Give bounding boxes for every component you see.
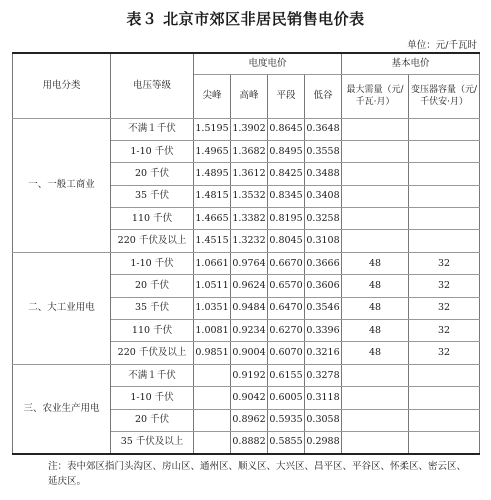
max-demand-price xyxy=(342,387,409,409)
unit-label: 单位：元/千瓦时 xyxy=(407,40,477,51)
price-table xyxy=(12,52,480,455)
valley-price: 0.2988 xyxy=(305,431,342,453)
capacity-price: 32 xyxy=(409,252,480,274)
peak-price: 0.9004 xyxy=(231,342,268,364)
valley-price: 0.3648 xyxy=(305,118,342,140)
valley-price: 0.3108 xyxy=(305,230,342,252)
capacity-price xyxy=(409,118,480,140)
sharp-peak-price: 1.4665 xyxy=(194,208,231,230)
max-demand-price xyxy=(342,140,409,162)
flat-price: 0.8345 xyxy=(268,185,305,207)
voltage-cell: 35 千伏及以上 xyxy=(111,431,194,453)
voltage-cell: 不满１千伏 xyxy=(111,118,194,140)
peak-price: 0.9192 xyxy=(231,364,268,386)
valley-price: 0.3606 xyxy=(305,275,342,297)
valley-price: 0.3118 xyxy=(305,387,342,409)
valley-price: 0.3558 xyxy=(305,140,342,162)
capacity-price xyxy=(409,230,480,252)
valley-price: 0.3258 xyxy=(305,208,342,230)
voltage-cell: 1-10 千伏 xyxy=(111,252,194,274)
valley-price: 0.3666 xyxy=(305,252,342,274)
header-voltage: 电压等级 xyxy=(111,53,194,118)
capacity-price: 32 xyxy=(409,342,480,364)
category-cell: 三、农业生产用电 xyxy=(13,364,111,454)
max-demand-price xyxy=(342,431,409,453)
peak-price: 1.3232 xyxy=(231,230,268,252)
capacity-price xyxy=(409,185,480,207)
peak-price: 1.3612 xyxy=(231,163,268,185)
sharp-peak-price xyxy=(194,431,231,453)
voltage-cell: 110 千伏 xyxy=(111,208,194,230)
valley-price: 0.3278 xyxy=(305,364,342,386)
capacity-price xyxy=(409,387,480,409)
flat-price: 0.6670 xyxy=(268,252,305,274)
valley-price: 0.3408 xyxy=(305,185,342,207)
flat-price: 0.6570 xyxy=(268,275,305,297)
voltage-cell: 35 千伏 xyxy=(111,185,194,207)
flat-price: 0.6005 xyxy=(268,387,305,409)
header-valley: 低谷 xyxy=(305,74,342,118)
voltage-cell: 1-10 千伏 xyxy=(111,387,194,409)
page-title: 表３ 北京市郊区非居民销售电价表 xyxy=(126,10,365,28)
peak-price: 0.8962 xyxy=(231,409,268,431)
flat-price: 0.8425 xyxy=(268,163,305,185)
capacity-price xyxy=(409,140,480,162)
capacity-price: 32 xyxy=(409,297,480,319)
flat-price: 0.5935 xyxy=(268,409,305,431)
header-category: 用电分类 xyxy=(13,53,111,118)
sharp-peak-price: 1.0511 xyxy=(194,275,231,297)
sharp-peak-price: 1.4965 xyxy=(194,140,231,162)
capacity-price: 32 xyxy=(409,275,480,297)
table-row xyxy=(13,252,480,274)
capacity-price xyxy=(409,163,480,185)
max-demand-price: 48 xyxy=(342,252,409,274)
flat-price: 0.6270 xyxy=(268,320,305,342)
max-demand-price xyxy=(342,208,409,230)
valley-price: 0.3396 xyxy=(305,320,342,342)
max-demand-price: 48 xyxy=(342,342,409,364)
max-demand-price xyxy=(342,185,409,207)
sharp-peak-price: 1.0081 xyxy=(194,320,231,342)
voltage-cell: 不满１千伏 xyxy=(111,364,194,386)
sharp-peak-price: 1.4515 xyxy=(194,230,231,252)
peak-price: 1.3902 xyxy=(231,118,268,140)
sharp-peak-price: 1.0351 xyxy=(194,297,231,319)
max-demand-price: 48 xyxy=(342,320,409,342)
sharp-peak-price: 1.5195 xyxy=(194,118,231,140)
flat-price: 0.8645 xyxy=(268,118,305,140)
voltage-cell: 20 千伏 xyxy=(111,409,194,431)
sharp-peak-price: 1.4895 xyxy=(194,163,231,185)
capacity-price xyxy=(409,431,480,453)
peak-price: 1.3682 xyxy=(231,140,268,162)
capacity-price xyxy=(409,364,480,386)
peak-price: 0.9764 xyxy=(231,252,268,274)
max-demand-price xyxy=(342,230,409,252)
header-sharp-peak: 尖峰 xyxy=(194,74,231,118)
peak-price: 0.8882 xyxy=(231,431,268,453)
voltage-cell: 220 千伏及以上 xyxy=(111,230,194,252)
peak-price: 0.9624 xyxy=(231,275,268,297)
max-demand-price xyxy=(342,364,409,386)
voltage-cell: 110 千伏 xyxy=(111,320,194,342)
header-energy-price: 电度电价 xyxy=(194,53,342,74)
capacity-price xyxy=(409,409,480,431)
category-cell: 二、大工业用电 xyxy=(13,252,111,364)
flat-price: 0.8495 xyxy=(268,140,305,162)
voltage-cell: 20 千伏 xyxy=(111,275,194,297)
peak-price: 1.3382 xyxy=(231,208,268,230)
sharp-peak-price xyxy=(194,387,231,409)
max-demand-price xyxy=(342,409,409,431)
voltage-cell: 20 千伏 xyxy=(111,163,194,185)
flat-price: 0.6155 xyxy=(268,364,305,386)
footnote: 注：表中郊区指门头沟区、房山区、通州区、顺义区、大兴区、昌平区、平谷区、怀柔区、密云区、延庆区。 xyxy=(48,461,467,487)
table-row xyxy=(13,118,480,140)
header-basic-price: 基本电价 xyxy=(342,53,480,74)
header-peak: 高峰 xyxy=(231,74,268,118)
voltage-cell: 1-10 千伏 xyxy=(111,140,194,162)
flat-price: 0.6070 xyxy=(268,342,305,364)
flat-price: 0.5855 xyxy=(268,431,305,453)
flat-price: 0.8195 xyxy=(268,208,305,230)
voltage-cell: 35 千伏 xyxy=(111,297,194,319)
capacity-price: 32 xyxy=(409,320,480,342)
flat-price: 0.8045 xyxy=(268,230,305,252)
valley-price: 0.3488 xyxy=(305,163,342,185)
voltage-cell: 220 千伏及以上 xyxy=(111,342,194,364)
header-transformer-capacity: 变压器容量（元/千伏安·月） xyxy=(409,74,480,118)
peak-price: 0.9234 xyxy=(231,320,268,342)
valley-price: 0.3058 xyxy=(305,409,342,431)
sharp-peak-price: 0.9851 xyxy=(194,342,231,364)
peak-price: 1.3532 xyxy=(231,185,268,207)
sharp-peak-price: 1.4815 xyxy=(194,185,231,207)
sharp-peak-price xyxy=(194,409,231,431)
valley-price: 0.3546 xyxy=(305,297,342,319)
table-row xyxy=(13,364,480,386)
valley-price: 0.3216 xyxy=(305,342,342,364)
max-demand-price: 48 xyxy=(342,275,409,297)
sharp-peak-price: 1.0661 xyxy=(194,252,231,274)
category-cell: 一、一般工商业 xyxy=(13,118,111,252)
max-demand-price xyxy=(342,163,409,185)
peak-price: 0.9042 xyxy=(231,387,268,409)
sharp-peak-price xyxy=(194,364,231,386)
header-max-demand: 最大需量（元/千瓦·月） xyxy=(342,74,409,118)
max-demand-price xyxy=(342,118,409,140)
header-flat: 平段 xyxy=(268,74,305,118)
capacity-price xyxy=(409,208,480,230)
max-demand-price: 48 xyxy=(342,297,409,319)
peak-price: 0.9484 xyxy=(231,297,268,319)
flat-price: 0.6470 xyxy=(268,297,305,319)
